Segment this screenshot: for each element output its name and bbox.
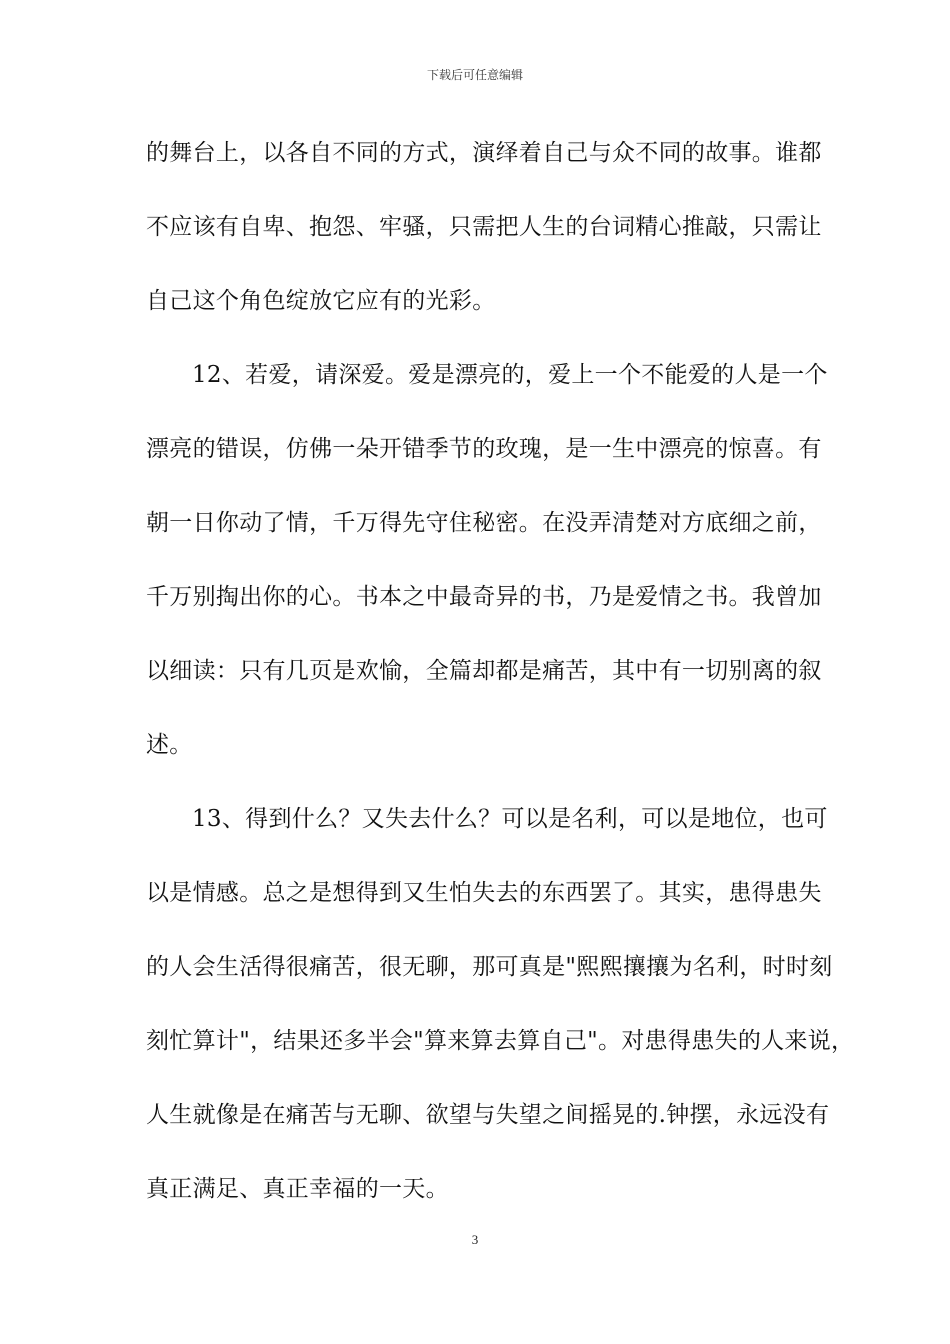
text-line: 人生就像是在痛苦与无聊、欲望与失望之间摇晃的.钟摆，永远没有 — [146, 1102, 830, 1128]
text-line: 述。 — [146, 732, 193, 758]
text-line: 漂亮的错误，仿佛一朵开错季节的玫瑰，是一生中漂亮的惊喜。有 — [146, 436, 822, 462]
paragraph-12-first-line: 12、若爱，请深爱。爱是漂亮的，爱上一个不能爱的人是一个 — [192, 362, 828, 388]
text-line: 刻忙算计"，结果还多半会"算来算去算自己"。对患得患失的人来说， — [146, 1028, 855, 1054]
body-text — [146, 130, 855, 1240]
text-line: 的舞台上，以各自不同的方式，演绎着自己与众不同的故事。谁都 — [146, 140, 822, 166]
text-line: 自己这个角色绽放它应有的光彩。 — [146, 288, 496, 314]
paragraph-13-first-line: 13、得到什么？又失去什么？可以是名利，可以是地位，也可 — [192, 806, 828, 832]
text-line: 朝一日你动了情，千万得先守住秘密。在没弄清楚对方底细之前， — [146, 510, 822, 536]
text-line: 以细读：只有几页是欢愉，全篇却都是痛苦，其中有一切别离的叙 — [146, 658, 822, 684]
page-number: 3 — [471, 1232, 479, 1247]
page-header: 下载后可任意编辑 — [426, 68, 523, 82]
text-line: 以是情感。总之是想得到又生怕失去的东西罢了。其实，患得患失 — [146, 880, 822, 906]
text-line: 不应该有自卑、抱怨、牢骚，只需把人生的台词精心推敲，只需让 — [146, 214, 822, 240]
text-line: 的人会生活得很痛苦，很无聊，那可真是"熙熙攘攘为名利，时时刻 — [146, 954, 833, 980]
text-line: 千万别掏出你的心。书本之中最奇异的书，乃是爱情之书。我曾加 — [146, 584, 822, 610]
text-line: 真正满足、真正幸福的一天。 — [146, 1176, 449, 1202]
